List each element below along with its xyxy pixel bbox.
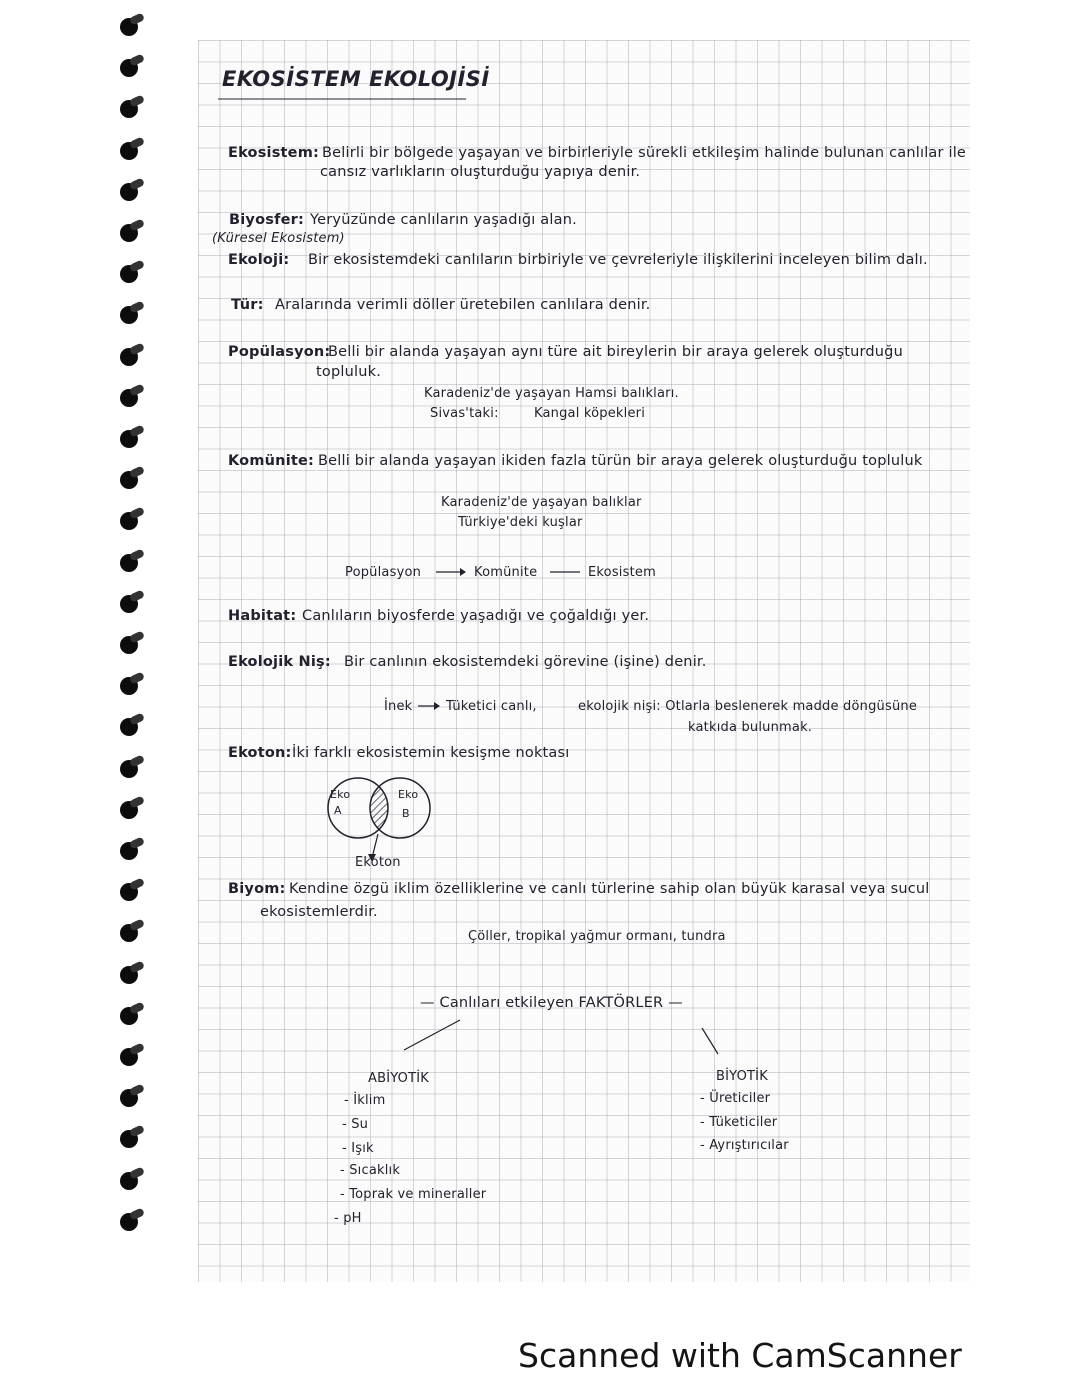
ekoton-text: İki farklı ekosistemin kesişme noktası xyxy=(292,745,570,761)
binding-hole xyxy=(120,183,138,201)
ekosistem-line1: Belirli bir bölgede yaşayan ve birbirleriyle sürekli etkileşim halinde bulunan canlılar ile xyxy=(322,145,967,161)
biotic-title: BİYOTİK xyxy=(716,1069,768,1084)
page-title: EKOSİSTEM EKOLOJİSİ xyxy=(222,67,490,91)
komunite-example-2: Türkiye'deki kuşlar xyxy=(458,515,583,530)
biotic-item: - Ayrıştırıcılar xyxy=(700,1138,789,1153)
nis-term: Ekolojik Niş: xyxy=(228,654,331,670)
ekosistem-line2: cansız varlıkların oluşturduğu yapıya denir. xyxy=(320,164,641,180)
binding-hole xyxy=(120,883,138,901)
biyosfer-term: Biyosfer: xyxy=(229,212,304,228)
flow-arrow-2 xyxy=(550,566,584,578)
ekosistem-term: Ekosistem: xyxy=(228,145,320,161)
binding-hole xyxy=(120,265,138,283)
binding-hole xyxy=(120,224,138,242)
ekoloji-term: Ekoloji: xyxy=(228,252,290,268)
binding-hole xyxy=(120,59,138,77)
binding-hole xyxy=(120,18,138,36)
binding-hole xyxy=(120,842,138,860)
binding-hole xyxy=(120,430,138,448)
biyosfer-text: Yeryüzünde canlıların yaşadığı alan. xyxy=(310,212,577,228)
tur-term: Tür: xyxy=(231,297,264,313)
populasyon-line1: Belli bir alanda yaşayan aynı türe ait bireylerin bir araya gelerek oluşturduğu xyxy=(328,344,903,360)
binding-hole xyxy=(120,1130,138,1148)
factors-heading: — Canlıları etkileyen FAKTÖRLER — xyxy=(420,995,683,1011)
ekoton-label: Ekoton xyxy=(355,855,401,870)
eco-b-label-1: Eko xyxy=(398,788,419,801)
camscanner-watermark: Scanned with CamScanner xyxy=(518,1336,962,1375)
populasyon-example-1: Karadeniz'de yaşayan Hamsi balıkları. xyxy=(424,386,679,401)
eco-b-label-2: B xyxy=(402,807,410,820)
populasyon-example-2-label: Sivas'taki: xyxy=(430,406,499,421)
eco-a-label-1: Eko xyxy=(330,788,351,801)
binding-hole xyxy=(120,1089,138,1107)
binding-hole xyxy=(120,348,138,366)
binding-hole xyxy=(120,595,138,613)
spiral-binding xyxy=(112,0,152,1397)
binding-hole xyxy=(120,636,138,654)
binding-hole xyxy=(120,142,138,160)
abiotic-title: ABİYOTİK xyxy=(368,1071,430,1086)
binding-hole xyxy=(120,924,138,942)
populasyon-term: Popülasyon: xyxy=(228,344,331,360)
biyom-line2: ekosistemlerdir. xyxy=(260,904,378,920)
binding-hole xyxy=(120,760,138,778)
abiotic-item: - Işık xyxy=(342,1141,374,1156)
binding-hole xyxy=(120,1048,138,1066)
komunite-text: Belli bir alanda yaşayan ikiden fazla türün bir araya gelerek oluşturduğu topluluk xyxy=(318,453,923,469)
biyom-line1: Kendine özgü iklim özelliklerine ve canlı türlerine sahip olan büyük karasal veya sucul xyxy=(289,881,930,897)
biotic-item: - Üreticiler xyxy=(700,1091,771,1106)
flow-ekosistem: Ekosistem xyxy=(588,565,656,580)
nis-arrow xyxy=(418,701,440,711)
abiotic-item: - pH xyxy=(334,1211,362,1226)
title-underline xyxy=(218,96,468,102)
habitat-text: Canlıların biyosferde yaşadığı ve çoğaldığı yer. xyxy=(302,608,650,624)
abiotic-item: - Su xyxy=(342,1117,369,1132)
binding-hole xyxy=(120,306,138,324)
biyosfer-note: (Küresel Ekosistem) xyxy=(212,231,345,246)
binding-hole xyxy=(120,1213,138,1231)
binding-hole xyxy=(120,718,138,736)
biyom-examples: Çöller, tropikal yağmur ormanı, tundra xyxy=(468,929,726,944)
binding-hole xyxy=(120,471,138,489)
biyom-term: Biyom: xyxy=(228,881,286,897)
binding-hole xyxy=(120,801,138,819)
ekoloji-text: Bir ekosistemdeki canlıların birbiriyle ve çevreleriyle ilişkilerini inceleyen bilim dalı. xyxy=(308,252,928,268)
abiotic-item: - Toprak ve mineraller xyxy=(340,1187,487,1202)
binding-hole xyxy=(120,1172,138,1190)
binding-hole xyxy=(120,100,138,118)
habitat-term: Habitat: xyxy=(228,608,297,624)
nis-example-subject: İnek xyxy=(384,699,413,714)
binding-hole xyxy=(120,389,138,407)
tur-text: Aralarında verimli döller üretebilen canlılara denir. xyxy=(275,297,651,313)
flow-komunite: Komünite xyxy=(474,565,538,580)
populasyon-example-2-text: Kangal köpekleri xyxy=(534,406,646,421)
komunite-term: Komünite: xyxy=(228,453,315,469)
abiotic-item: - Sıcaklık xyxy=(340,1163,401,1178)
binding-hole xyxy=(120,677,138,695)
nis-text: Bir canlının ekosistemdeki görevine (işine) denir. xyxy=(344,654,707,670)
biotic-item: - Tüketiciler xyxy=(700,1115,778,1130)
nis-example-detail-2: katkıda bulunmak. xyxy=(688,720,813,735)
eco-a-label-2: A xyxy=(334,804,342,817)
ekoton-term: Ekoton: xyxy=(228,745,292,761)
flow-arrow-1 xyxy=(436,566,466,578)
binding-hole xyxy=(120,966,138,984)
abiotic-item: - İklim xyxy=(344,1093,386,1108)
binding-hole xyxy=(120,554,138,572)
factors-branch-lines xyxy=(400,1014,740,1064)
binding-hole xyxy=(120,512,138,530)
nis-example-role: Tüketici canlı, xyxy=(446,699,537,714)
nis-example-detail-1: ekolojik nişi: Otlarla beslenerek madde döngüsüne xyxy=(578,699,918,714)
komunite-example-1: Karadeniz'de yaşayan balıklar xyxy=(441,495,642,510)
binding-hole xyxy=(120,1007,138,1025)
flow-populasyon: Popülasyon xyxy=(345,565,422,580)
populasyon-line2: topluluk. xyxy=(316,364,382,380)
